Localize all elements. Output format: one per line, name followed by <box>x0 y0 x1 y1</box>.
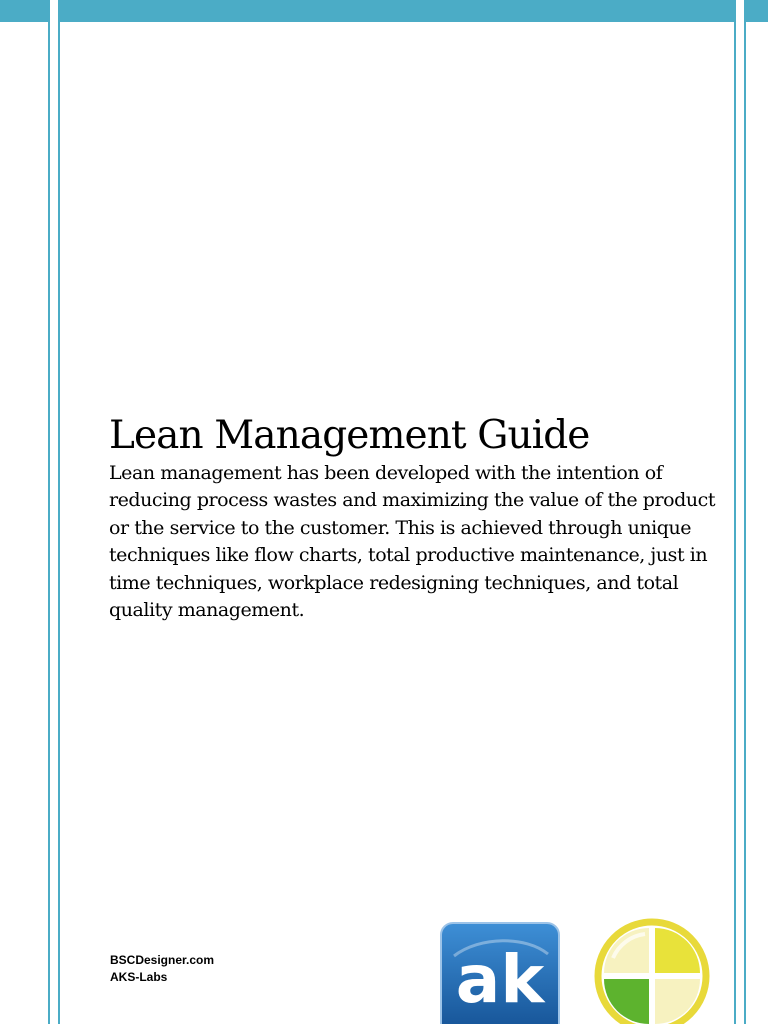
right-border-line-inner <box>734 0 736 1024</box>
top-accent-bar <box>0 0 768 22</box>
left-border-line-inner <box>58 0 60 1024</box>
footer-company: AKS-Labs <box>110 970 168 984</box>
left-border-line-outer <box>48 0 50 1024</box>
bar-gap-left <box>50 0 58 22</box>
right-border-line-outer <box>744 0 746 1024</box>
document-description: Lean management has been developed with the intention of reducing process wastes and maximizing the value of the product or the service to the customer. This is achieved through unique techniques like flow charts, total productive maintenance, just in time techniques, workplace redesigning techniques, and total quality management. <box>109 462 716 622</box>
footer-website: BSCDesigner.com <box>110 953 215 967</box>
aks-logo-letters: ak <box>455 941 545 1018</box>
document-title: Lean Management Guide <box>109 413 590 458</box>
bar-gap-right <box>736 0 744 22</box>
aks-labs-logo <box>440 922 560 1024</box>
footer-credits <box>110 952 214 986</box>
bsc-designer-logo <box>593 914 711 1024</box>
